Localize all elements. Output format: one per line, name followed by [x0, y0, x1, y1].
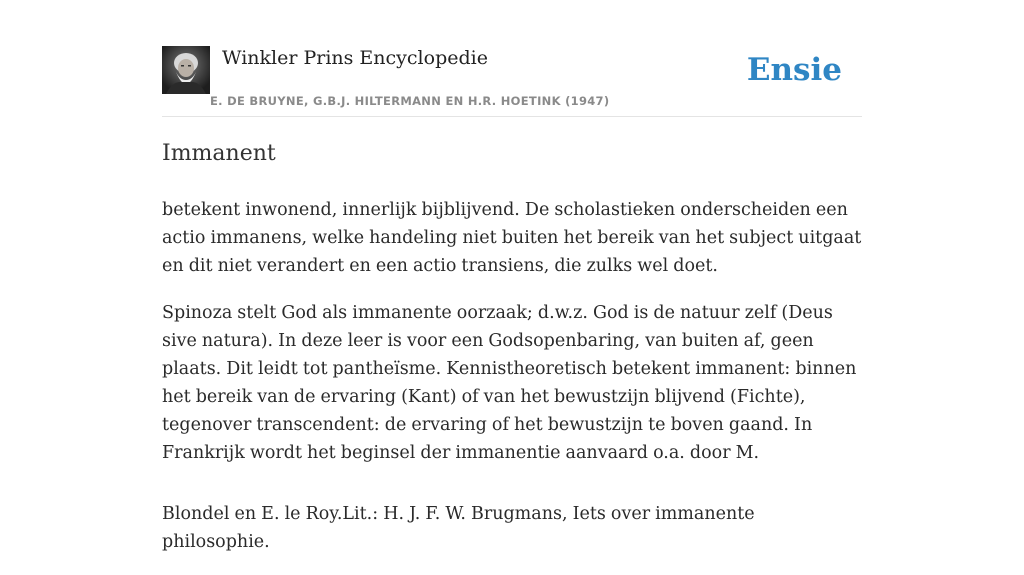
article-paragraph: Spinoza stelt God als immanente oorzaak; d.w.z. God is de natuur zelf (Deus sive natura). In deze leer is voor een Godsopenbaring, van buiten af, geen plaats. Dit leidt tot pantheïsme. Kennistheoretisch betekent immanent: binnen het bereik van de ervaring (Kant) of van het bewustzijn blijvend (Fichte), tegenover transcendent: de ervaring of het bewustzijn te boven gaand. In Frankrijk wordt het beginsel der immanentie aanvaard o.a. door M.	[162, 303, 857, 463]
source-authors: E. DE BRUYNE, G.B.J. HILTERMANN EN H.R. HOETINK (1947)	[210, 94, 610, 108]
article-paragraph: betekent inwonend, innerlijk bijblijvend. De scholastieken onderscheiden een actio immanens, welke handeling niet buiten het bereik van het subject uitgaat en dit niet verandert en een actio transiens, die zulks wel doet.	[162, 200, 862, 276]
source-title[interactable]: Winkler Prins Encyclopedie	[222, 47, 488, 69]
article-title: Immanent	[162, 141, 276, 166]
brand-logo[interactable]: Ensie	[746, 52, 842, 88]
article	[162, 138, 862, 575]
source-header	[162, 46, 862, 117]
portrait-icon	[162, 46, 210, 94]
author-avatar[interactable]	[162, 46, 210, 94]
article-paragraph: Blondel en E. le Roy.Lit.: H. J. F. W. Brugmans, Iets over immanente philosophie.	[162, 504, 755, 552]
